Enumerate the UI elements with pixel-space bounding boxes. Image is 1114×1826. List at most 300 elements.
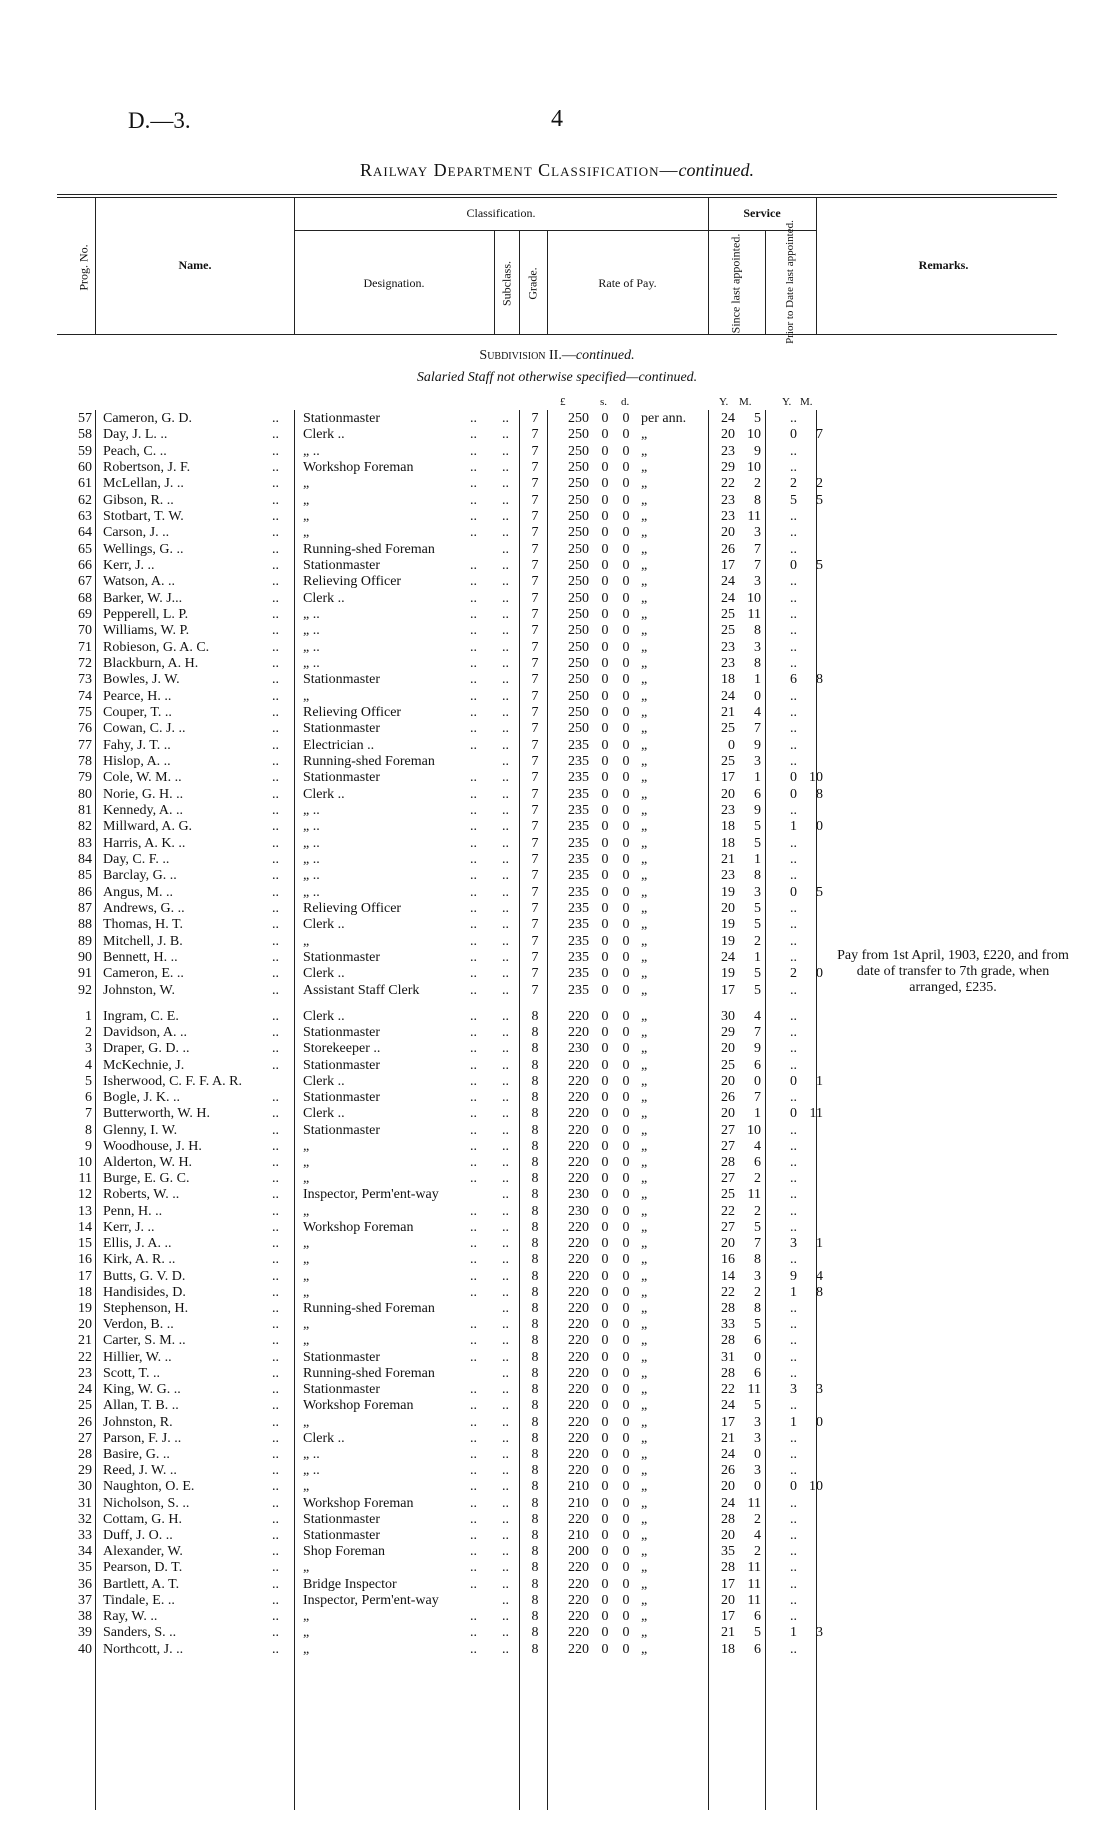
pay-period: „ bbox=[641, 590, 648, 606]
grade: 8 bbox=[531, 1284, 539, 1300]
pay-period: „ bbox=[641, 1349, 648, 1365]
pay-shillings: 0 bbox=[601, 1544, 609, 1560]
pay-period: „ bbox=[641, 933, 648, 949]
leader-dots: .. bbox=[470, 1609, 477, 1625]
since-months: 3 bbox=[754, 1430, 761, 1446]
pay-shillings: 0 bbox=[601, 1430, 609, 1446]
pay-pence: 0 bbox=[622, 525, 630, 541]
since-years: 23 bbox=[721, 655, 735, 671]
since-years: 25 bbox=[721, 1057, 735, 1073]
leader-dots: .. bbox=[502, 1268, 509, 1284]
since-years: 24 bbox=[721, 1398, 735, 1414]
leader-dots: .. bbox=[272, 1560, 279, 1576]
leader-dots: .. bbox=[502, 1528, 509, 1544]
pay-period: „ bbox=[641, 1219, 648, 1235]
table-row bbox=[0, 1415, 1114, 1431]
grade: 7 bbox=[531, 427, 539, 443]
grade: 7 bbox=[531, 835, 539, 851]
pay-pence: 0 bbox=[622, 819, 630, 835]
pay-period: „ bbox=[641, 1122, 648, 1138]
grade: 8 bbox=[531, 1106, 539, 1122]
pay-pounds: 250 bbox=[568, 541, 589, 557]
leader-dots: .. bbox=[470, 639, 477, 655]
pay-pounds: 235 bbox=[568, 819, 589, 835]
leader-dots: .. bbox=[272, 606, 279, 622]
since-years: 26 bbox=[721, 541, 735, 557]
leader-dots: .. bbox=[470, 623, 477, 639]
leader-dots: .. bbox=[470, 1479, 477, 1495]
prior-years: .. bbox=[790, 606, 797, 622]
leader-dots: .. bbox=[272, 802, 279, 818]
pay-pence: 0 bbox=[622, 868, 630, 884]
grade: 8 bbox=[531, 1463, 539, 1479]
pay-pounds: 220 bbox=[568, 1122, 589, 1138]
prog-no: 89 bbox=[78, 933, 92, 949]
prog-no: 83 bbox=[78, 835, 92, 851]
designation: Storekeeper .. bbox=[303, 1041, 381, 1057]
unit-pound: £ bbox=[560, 396, 566, 408]
table-row bbox=[0, 787, 1114, 803]
designation: „ bbox=[303, 492, 310, 508]
pay-shillings: 0 bbox=[601, 1122, 609, 1138]
grade: 8 bbox=[531, 1317, 539, 1333]
leader-dots: .. bbox=[272, 949, 279, 965]
grade: 8 bbox=[531, 1236, 539, 1252]
name: Andrews, G. .. bbox=[103, 900, 185, 916]
leader-dots: .. bbox=[272, 1138, 279, 1154]
since-months: 6 bbox=[754, 1333, 761, 1349]
leader-dots: .. bbox=[502, 443, 509, 459]
leader-dots: .. bbox=[470, 606, 477, 622]
pay-pence: 0 bbox=[622, 1041, 630, 1057]
leader-dots: .. bbox=[502, 1041, 509, 1057]
designation: „ bbox=[303, 1268, 310, 1284]
prior-years: 3 bbox=[790, 1382, 797, 1398]
leader-dots: .. bbox=[272, 1236, 279, 1252]
table-row bbox=[0, 591, 1114, 607]
unit-prior-y: Y. bbox=[782, 396, 792, 408]
pay-pence: 0 bbox=[622, 949, 630, 965]
prog-no: 2 bbox=[85, 1025, 92, 1041]
page-title bbox=[0, 160, 1114, 181]
pay-period: „ bbox=[641, 1382, 648, 1398]
since-months: 5 bbox=[754, 1317, 761, 1333]
grade: 7 bbox=[531, 868, 539, 884]
grade: 7 bbox=[531, 541, 539, 557]
prior-years: .. bbox=[790, 525, 797, 541]
leader-dots: .. bbox=[272, 1609, 279, 1625]
pay-pence: 0 bbox=[622, 704, 630, 720]
since-months: 9 bbox=[754, 737, 761, 753]
name: Bogle, J. K. .. bbox=[103, 1090, 180, 1106]
designation: Stationmaster bbox=[303, 1025, 380, 1041]
since-months: 11 bbox=[747, 1592, 761, 1608]
since-months: 5 bbox=[754, 982, 761, 998]
grade: 7 bbox=[531, 508, 539, 524]
pay-pence: 0 bbox=[622, 443, 630, 459]
table-row bbox=[0, 1398, 1114, 1414]
pay-pence: 0 bbox=[622, 655, 630, 671]
pay-period: „ bbox=[641, 557, 648, 573]
pay-shillings: 0 bbox=[601, 525, 609, 541]
leader-dots: .. bbox=[272, 655, 279, 671]
since-months: 2 bbox=[754, 1544, 761, 1560]
pay-shillings: 0 bbox=[601, 851, 609, 867]
leader-dots: .. bbox=[502, 721, 509, 737]
leader-dots: .. bbox=[502, 1430, 509, 1446]
since-years: 20 bbox=[721, 1236, 735, 1252]
pay-period: „ bbox=[641, 1463, 648, 1479]
pay-pence: 0 bbox=[622, 1365, 630, 1381]
grade: 7 bbox=[531, 819, 539, 835]
pay-shillings: 0 bbox=[601, 835, 609, 851]
grade: 7 bbox=[531, 443, 539, 459]
leader-dots: .. bbox=[272, 1479, 279, 1495]
name: Glenny, I. W. bbox=[103, 1122, 178, 1138]
designation: „ bbox=[303, 1479, 310, 1495]
header-bottom-rule bbox=[57, 334, 1057, 335]
pay-pence: 0 bbox=[622, 1138, 630, 1154]
designation: Inspector, Perm'ent-way bbox=[303, 1592, 439, 1608]
designation: „ .. bbox=[303, 884, 320, 900]
grade: 7 bbox=[531, 802, 539, 818]
since-years: 25 bbox=[721, 721, 735, 737]
col-prog-no: Prog. No. bbox=[76, 244, 91, 291]
leader-dots: .. bbox=[470, 1349, 477, 1365]
pay-pounds: 235 bbox=[568, 949, 589, 965]
pay-period: „ bbox=[641, 623, 648, 639]
prior-years: .. bbox=[790, 574, 797, 590]
pay-pence: 0 bbox=[622, 721, 630, 737]
prior-years: 0 bbox=[790, 1073, 797, 1089]
leader-dots: .. bbox=[502, 1138, 509, 1154]
prog-no: 77 bbox=[78, 737, 92, 753]
leader-dots: .. bbox=[272, 1025, 279, 1041]
since-years: 24 bbox=[721, 949, 735, 965]
pay-shillings: 0 bbox=[601, 459, 609, 475]
col-rate-of-pay: Rate of Pay. bbox=[598, 276, 657, 290]
pay-pounds: 220 bbox=[568, 1236, 589, 1252]
since-months: 5 bbox=[754, 1219, 761, 1235]
since-years: 28 bbox=[721, 1300, 735, 1316]
prior-months: 3 bbox=[816, 1382, 823, 1398]
leader-dots: .. bbox=[502, 1252, 509, 1268]
grade: 7 bbox=[531, 574, 539, 590]
leader-dots: .. bbox=[502, 1106, 509, 1122]
prior-years: .. bbox=[790, 1511, 797, 1527]
col-prior-to-date bbox=[784, 218, 796, 346]
since-months: 4 bbox=[754, 704, 761, 720]
leader-dots: .. bbox=[502, 655, 509, 671]
designation: „ .. bbox=[303, 606, 320, 622]
pay-shillings: 0 bbox=[601, 1365, 609, 1381]
leader-dots: .. bbox=[272, 1398, 279, 1414]
name: Allan, T. B. .. bbox=[103, 1398, 179, 1414]
since-months: 2 bbox=[754, 1203, 761, 1219]
since-months: 10 bbox=[747, 427, 761, 443]
leader-dots: .. bbox=[502, 819, 509, 835]
since-years: 20 bbox=[721, 525, 735, 541]
pay-pence: 0 bbox=[622, 1641, 630, 1657]
pay-period: „ bbox=[641, 949, 648, 965]
pay-period: „ bbox=[641, 1528, 648, 1544]
prior-years: .. bbox=[790, 1333, 797, 1349]
name: Watson, A. .. bbox=[103, 574, 175, 590]
table-top-rule bbox=[57, 194, 1057, 195]
since-months: 10 bbox=[747, 1122, 761, 1138]
designation: „ bbox=[303, 1252, 310, 1268]
table-row bbox=[0, 1155, 1114, 1171]
prior-years: .. bbox=[790, 1592, 797, 1608]
prior-years: .. bbox=[790, 639, 797, 655]
name: Thomas, H. T. bbox=[103, 917, 183, 933]
pay-shillings: 0 bbox=[601, 1414, 609, 1430]
prog-no: 73 bbox=[78, 672, 92, 688]
pay-pence: 0 bbox=[622, 1317, 630, 1333]
pay-period: „ bbox=[641, 508, 648, 524]
pay-period: „ bbox=[641, 1609, 648, 1625]
since-months: 8 bbox=[754, 1300, 761, 1316]
pay-pounds: 220 bbox=[568, 1641, 589, 1657]
table-top-rule-2 bbox=[57, 197, 1057, 198]
leader-dots: .. bbox=[470, 721, 477, 737]
pay-shillings: 0 bbox=[601, 590, 609, 606]
grade: 8 bbox=[531, 1576, 539, 1592]
grade: 7 bbox=[531, 688, 539, 704]
pay-pence: 0 bbox=[622, 1025, 630, 1041]
pay-pounds: 250 bbox=[568, 427, 589, 443]
designation: Workshop Foreman bbox=[303, 1219, 414, 1235]
pay-pounds: 220 bbox=[568, 1219, 589, 1235]
leader-dots: .. bbox=[502, 933, 509, 949]
leader-dots: .. bbox=[272, 688, 279, 704]
since-months: 2 bbox=[754, 933, 761, 949]
leader-dots: .. bbox=[272, 1300, 279, 1316]
grade: 8 bbox=[531, 1495, 539, 1511]
pay-pence: 0 bbox=[622, 492, 630, 508]
service-rule bbox=[708, 230, 816, 231]
subdivision-continued: continued. bbox=[575, 348, 635, 363]
pay-shillings: 0 bbox=[601, 1576, 609, 1592]
since-years: 19 bbox=[721, 884, 735, 900]
leader-dots: .. bbox=[272, 459, 279, 475]
table-row bbox=[0, 1252, 1114, 1268]
pay-period: „ bbox=[641, 1398, 648, 1414]
designation: „ bbox=[303, 1625, 310, 1641]
pay-pounds: 235 bbox=[568, 933, 589, 949]
prog-no: 21 bbox=[78, 1333, 92, 1349]
leader-dots: .. bbox=[272, 427, 279, 443]
pay-period: „ bbox=[641, 541, 648, 557]
pay-shillings: 0 bbox=[601, 1057, 609, 1073]
pay-pounds: 235 bbox=[568, 868, 589, 884]
prior-years: .. bbox=[790, 900, 797, 916]
since-years: 25 bbox=[721, 623, 735, 639]
table-row bbox=[0, 1544, 1114, 1560]
leader-dots: .. bbox=[272, 884, 279, 900]
pay-pence: 0 bbox=[622, 1057, 630, 1073]
prog-no: 20 bbox=[78, 1317, 92, 1333]
table-row bbox=[0, 623, 1114, 639]
name: Stotbart, T. W. bbox=[103, 508, 184, 524]
prior-years: .. bbox=[790, 688, 797, 704]
leader-dots: .. bbox=[470, 1025, 477, 1041]
since-months: 5 bbox=[754, 835, 761, 851]
name: Pearce, H. .. bbox=[103, 688, 172, 704]
since-years: 26 bbox=[721, 1463, 735, 1479]
pay-pounds: 250 bbox=[568, 411, 589, 426]
leader-dots: .. bbox=[502, 427, 509, 443]
leader-dots: .. bbox=[502, 672, 509, 688]
prog-no: 72 bbox=[78, 655, 92, 671]
name: Alderton, W. H. bbox=[103, 1154, 193, 1170]
leader-dots: .. bbox=[502, 1122, 509, 1138]
pay-pounds: 220 bbox=[568, 1268, 589, 1284]
leader-dots: .. bbox=[470, 966, 477, 982]
leader-dots: .. bbox=[502, 1349, 509, 1365]
prog-no: 67 bbox=[78, 574, 92, 590]
designation: Stationmaster bbox=[303, 1528, 380, 1544]
designation: Stationmaster bbox=[303, 411, 380, 426]
table-row bbox=[0, 1139, 1114, 1155]
table-row bbox=[0, 1593, 1114, 1609]
leader-dots: .. bbox=[272, 933, 279, 949]
since-years: 28 bbox=[721, 1333, 735, 1349]
prog-no: 15 bbox=[78, 1236, 92, 1252]
name: Butterworth, W. H. bbox=[103, 1106, 210, 1122]
leader-dots: .. bbox=[502, 1414, 509, 1430]
prior-years: .. bbox=[790, 655, 797, 671]
prog-no: 36 bbox=[78, 1576, 92, 1592]
designation: Running-shed Foreman bbox=[303, 753, 435, 769]
name: Burge, E. G. C. bbox=[103, 1171, 190, 1187]
prior-years: .. bbox=[790, 1430, 797, 1446]
prog-no: 66 bbox=[78, 557, 92, 573]
designation: „ .. bbox=[303, 819, 320, 835]
leader-dots: .. bbox=[272, 1349, 279, 1365]
prior-years: 1 bbox=[790, 1625, 797, 1641]
leader-dots: .. bbox=[502, 1592, 509, 1608]
grade: 8 bbox=[531, 1122, 539, 1138]
since-years: 21 bbox=[721, 704, 735, 720]
pay-period: „ bbox=[641, 1236, 648, 1252]
leader-dots: .. bbox=[272, 1219, 279, 1235]
leader-dots: .. bbox=[502, 1463, 509, 1479]
pay-pence: 0 bbox=[622, 1154, 630, 1170]
grade: 8 bbox=[531, 1625, 539, 1641]
leader-dots: .. bbox=[272, 1625, 279, 1641]
pay-pounds: 210 bbox=[568, 1528, 589, 1544]
name: Cottam, G. H. bbox=[103, 1511, 182, 1527]
leader-dots: .. bbox=[470, 1446, 477, 1462]
leader-dots: .. bbox=[470, 590, 477, 606]
grade: 7 bbox=[531, 721, 539, 737]
table-row bbox=[0, 1609, 1114, 1625]
leader-dots: .. bbox=[470, 1495, 477, 1511]
leader-dots: .. bbox=[502, 1171, 509, 1187]
pay-shillings: 0 bbox=[601, 492, 609, 508]
name: Handisides, D. bbox=[103, 1284, 186, 1300]
pay-pence: 0 bbox=[622, 688, 630, 704]
pay-pounds: 220 bbox=[568, 1090, 589, 1106]
leader-dots: .. bbox=[470, 737, 477, 753]
leader-dots: .. bbox=[470, 443, 477, 459]
leader-dots: .. bbox=[272, 508, 279, 524]
grade: 8 bbox=[531, 1560, 539, 1576]
designation: „ bbox=[303, 1641, 310, 1657]
name: McKechnie, J. bbox=[103, 1057, 185, 1073]
leader-dots: .. bbox=[502, 1236, 509, 1252]
prior-years: .. bbox=[790, 1528, 797, 1544]
leader-dots: .. bbox=[470, 933, 477, 949]
pay-pence: 0 bbox=[622, 1446, 630, 1462]
leader-dots: .. bbox=[502, 835, 509, 851]
grade: 8 bbox=[531, 1009, 539, 1024]
designation: „ .. bbox=[303, 835, 320, 851]
leader-dots: .. bbox=[502, 982, 509, 998]
name: Day, J. L. .. bbox=[103, 427, 168, 443]
pay-shillings: 0 bbox=[601, 721, 609, 737]
pay-pence: 0 bbox=[622, 933, 630, 949]
prior-years: .. bbox=[790, 1138, 797, 1154]
leader-dots: .. bbox=[272, 1592, 279, 1608]
pay-shillings: 0 bbox=[601, 1284, 609, 1300]
prog-no: 33 bbox=[78, 1528, 92, 1544]
prior-years: .. bbox=[790, 1009, 797, 1024]
table-row bbox=[0, 754, 1114, 770]
grade: 7 bbox=[531, 949, 539, 965]
since-months: 6 bbox=[754, 1365, 761, 1381]
prog-no: 22 bbox=[78, 1349, 92, 1365]
leader-dots: .. bbox=[470, 1252, 477, 1268]
leader-dots: .. bbox=[272, 1511, 279, 1527]
name: Kennedy, A. .. bbox=[103, 802, 183, 818]
leader-dots: .. bbox=[272, 1446, 279, 1462]
grade: 8 bbox=[531, 1057, 539, 1073]
prog-no: 16 bbox=[78, 1252, 92, 1268]
leader-dots: .. bbox=[272, 1284, 279, 1300]
pay-period: „ bbox=[641, 476, 648, 492]
prior-years: .. bbox=[790, 704, 797, 720]
since-years: 24 bbox=[721, 1495, 735, 1511]
pay-pounds: 220 bbox=[568, 1106, 589, 1122]
pay-shillings: 0 bbox=[601, 949, 609, 965]
leader-dots: .. bbox=[470, 1382, 477, 1398]
prog-no: 34 bbox=[78, 1544, 92, 1560]
designation: „ .. bbox=[303, 802, 320, 818]
table-row bbox=[0, 1009, 1114, 1025]
pay-shillings: 0 bbox=[601, 1398, 609, 1414]
pay-shillings: 0 bbox=[601, 802, 609, 818]
leader-dots: .. bbox=[502, 476, 509, 492]
since-months: 1 bbox=[754, 851, 761, 867]
table-row bbox=[0, 885, 1114, 901]
leader-dots: .. bbox=[470, 884, 477, 900]
since-years: 23 bbox=[721, 492, 735, 508]
prior-years: .. bbox=[790, 721, 797, 737]
pay-period: „ bbox=[641, 835, 648, 851]
prog-no: 35 bbox=[78, 1560, 92, 1576]
pay-pounds: 250 bbox=[568, 459, 589, 475]
prior-years: 1 bbox=[790, 1414, 797, 1430]
leader-dots: .. bbox=[272, 1122, 279, 1138]
leader-dots: .. bbox=[272, 737, 279, 753]
since-months: 6 bbox=[754, 1057, 761, 1073]
leader-dots: .. bbox=[272, 574, 279, 590]
designation: Bridge Inspector bbox=[303, 1576, 397, 1592]
name: Pearson, D. T. bbox=[103, 1560, 183, 1576]
pay-shillings: 0 bbox=[601, 704, 609, 720]
